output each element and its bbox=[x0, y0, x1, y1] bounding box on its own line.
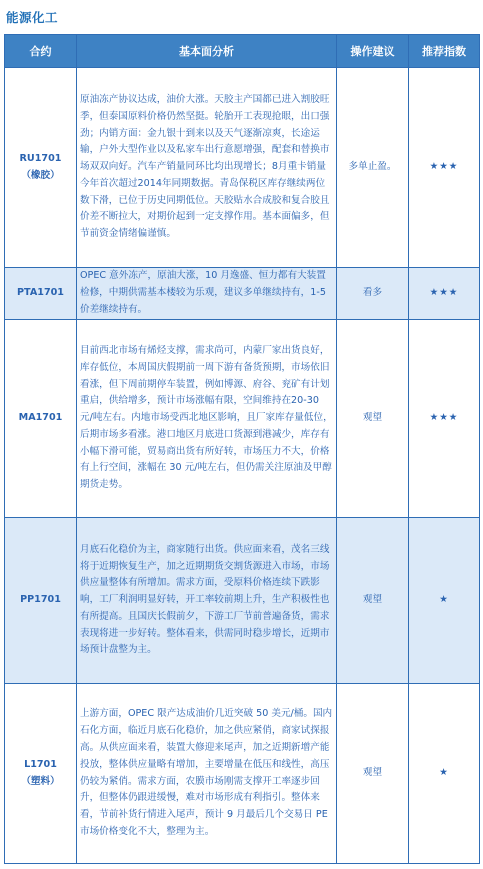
contract-sub: （橡胶） bbox=[21, 169, 60, 181]
header-analysis: 基本面分析 bbox=[77, 35, 337, 68]
advice-cell: 看多 bbox=[337, 268, 409, 320]
contract-cell bbox=[5, 68, 77, 268]
advice-cell: 多单止盈。 bbox=[337, 68, 409, 268]
advice-cell: 观望 bbox=[337, 518, 409, 684]
table-row bbox=[5, 268, 480, 320]
analysis-table bbox=[4, 34, 480, 864]
header-advice: 操作建议 bbox=[337, 35, 409, 68]
analysis-cell: 月底石化稳价为主，商家随行出货。供应面来看，茂名三线将于近期恢复生产，加之近期期货交割货源进入市场，市场供应量整体有所增加。需求方面，受原料价格连续下跌影响，工厂利润明显好转，开工率较前期上升，生产积极性也有所提高。且国庆长假前夕，下游工厂节前普遍备货，需求表现将进一步好转。整体看来，供需同时稳步增长，近期市场预计盘整为主。 bbox=[77, 518, 337, 684]
advice-cell: 观望 bbox=[337, 684, 409, 864]
contract-sub: （塑料） bbox=[21, 775, 60, 787]
star-rating: ★ bbox=[409, 684, 480, 864]
table-row bbox=[5, 684, 480, 864]
contract-code: RU1701 bbox=[19, 152, 62, 164]
table-row bbox=[5, 320, 480, 518]
table-header-row bbox=[5, 35, 480, 68]
contract-code: PP1701 bbox=[20, 594, 61, 606]
star-rating: ★★★ bbox=[409, 68, 480, 268]
contract-cell bbox=[5, 268, 77, 320]
analysis-cell: 原油冻产协议达成，油价大涨。天胶主产国都已进入割胶旺季，但泰国原料价格仍然坚挺。轮胎开工表现抢眼，出口强劲；内销方面：金九银十到来以及天气逐渐凉爽，长途运输，户外大型作业以及私家车出行意愿增强，配套和替换市场双双向好。汽车产销量同环比均出现增长；8月重卡销量今年首次超过2014年同期数据。青岛保税区库存继续两位数下滑，已位于历史同期低位。天胶贴水合成胶和复合胶且价差不断拉大，对期价起到一定支撑作用。基本面偏多，但节前资金情绪偏谨慎。 bbox=[77, 68, 337, 268]
contract-cell bbox=[5, 518, 77, 684]
analysis-cell: 目前西北市场有烯烃支撑，需求尚可，内蒙厂家出货良好，库存低位，本周国庆假期前一周下游有备货预期，市场依旧看涨，但下周前期停车装置，例如博源、府谷、兖矿有计划重启，供给增多，预计市场涨幅有限，空间维持在20-30 元/吨左右。内地市场受西北地区影响，且厂家库存量低位，后期市场多看涨。港口地区月底进口货源到港减少，库存有小幅下滑可能，贸易商出货有所好转，市场压力不大，价格有上行空间，涨幅在 30 元/吨左右，但仍需关注原油及甲醇期货走势。 bbox=[77, 320, 337, 518]
contract-cell bbox=[5, 684, 77, 864]
section-title: 能源化工 bbox=[6, 10, 59, 25]
analysis-cell: OPEC 意外冻产，原油大涨，10 月逸盛、恒力都有大装置检修，中期供需基本楼较为乐观，建议多单继续持有，1-5 价差继续持有。 bbox=[77, 268, 337, 320]
star-rating: ★★★ bbox=[409, 320, 480, 518]
contract-code: PTA1701 bbox=[17, 287, 64, 299]
star-rating: ★★★ bbox=[409, 268, 480, 320]
contract-cell bbox=[5, 320, 77, 518]
star-rating: ★ bbox=[409, 518, 480, 684]
header-index: 推荐指数 bbox=[409, 35, 480, 68]
contract-code: MA1701 bbox=[18, 412, 63, 424]
advice-cell: 观望 bbox=[337, 320, 409, 518]
contract-code: L1701 bbox=[24, 758, 57, 770]
table-row bbox=[5, 518, 480, 684]
analysis-cell: 上游方面，OPEC 限产达成油价几近突破 50 美元/桶。国内石化方面，临近月底石化稳价，加之供应紧俏，商家试探报高。从供应面来看，装置大修迎来尾声，加之近期新增产能投放，整体供应量略有增加，主要增量在低压和线性，高压仍较为紧俏。需求方面，农膜市场刚需支撑开工率逐步回升，但整体仍跟进缓慢，难对市场形成有利指引。整体来看，节前补货行情进入尾声，预计 9 月最后几个交易日 PE 市场价格变化不大，整理为主。 bbox=[77, 684, 337, 864]
table-row bbox=[5, 68, 480, 268]
header-contract: 合约 bbox=[5, 35, 77, 68]
